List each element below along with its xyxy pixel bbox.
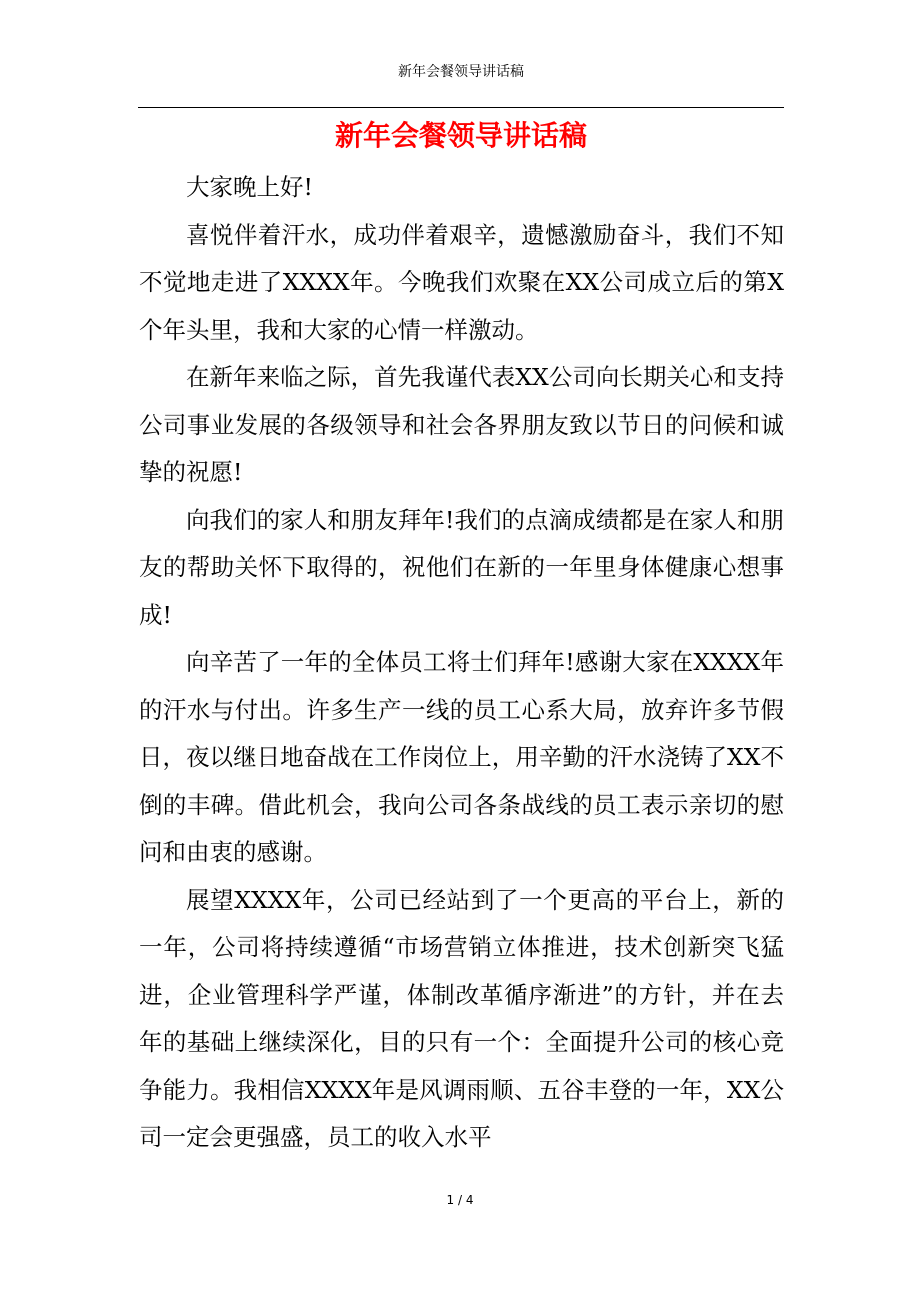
paragraph: 向我们的家人和朋友拜年!我们的点滴成绩都是在家人和朋友的帮助关怀下取得的，祝他们在新的一年里身体健康心想事成! xyxy=(139,505,784,629)
page-number: 1 / 4 xyxy=(446,1193,474,1207)
paragraph: 在新年来临之际，首先我谨代表XX公司向长期关心和支持公司事业发展的各级领导和社会各界朋友致以节日的问候和诚挚的祝愿! xyxy=(139,363,784,486)
header-divider xyxy=(138,107,784,108)
paragraph: 展望XXXX年，公司已经站到了一个更高的平台上，新的一年，公司将持续遵循“市场营销立体推进，技术创新突飞猛进，企业管理科学严谨，体制改革循序渐进”的方针，并在去年的基础上继续深化，目的只有一个：全面提升公司的核心竞争能力。我相信XXXX年是风调雨顺、五谷丰登的一年，XX公司一定会更强盛，员工的收入水平 xyxy=(139,885,784,1151)
document-title: 新年会餐领导讲话稿 xyxy=(334,119,587,152)
paragraph: 喜悦伴着汗水，成功伴着艰辛，遗憾激励奋斗，我们不知不觉地走进了XXXX年。今晚我们欢聚在XX公司成立后的第X个年头里，我和大家的心情一样激动。 xyxy=(139,220,784,344)
document-body xyxy=(139,164,784,1162)
paragraph-greeting: 大家晚上好! xyxy=(186,173,313,201)
running-header: 新年会餐领导讲话稿 xyxy=(398,64,524,80)
paragraph: 向辛苦了一年的全体员工将士们拜年!感谢大家在XXXX年的汗水与付出。许多生产一线的员工心系大局，放弃许多节假日，夜以继日地奋战在工作岗位上，用辛勤的汗水浇铸了XX不倒的丰碑。借此机会，我向公司各条战线的员工表示亲切的慰问和由衷的感谢。 xyxy=(139,648,784,866)
